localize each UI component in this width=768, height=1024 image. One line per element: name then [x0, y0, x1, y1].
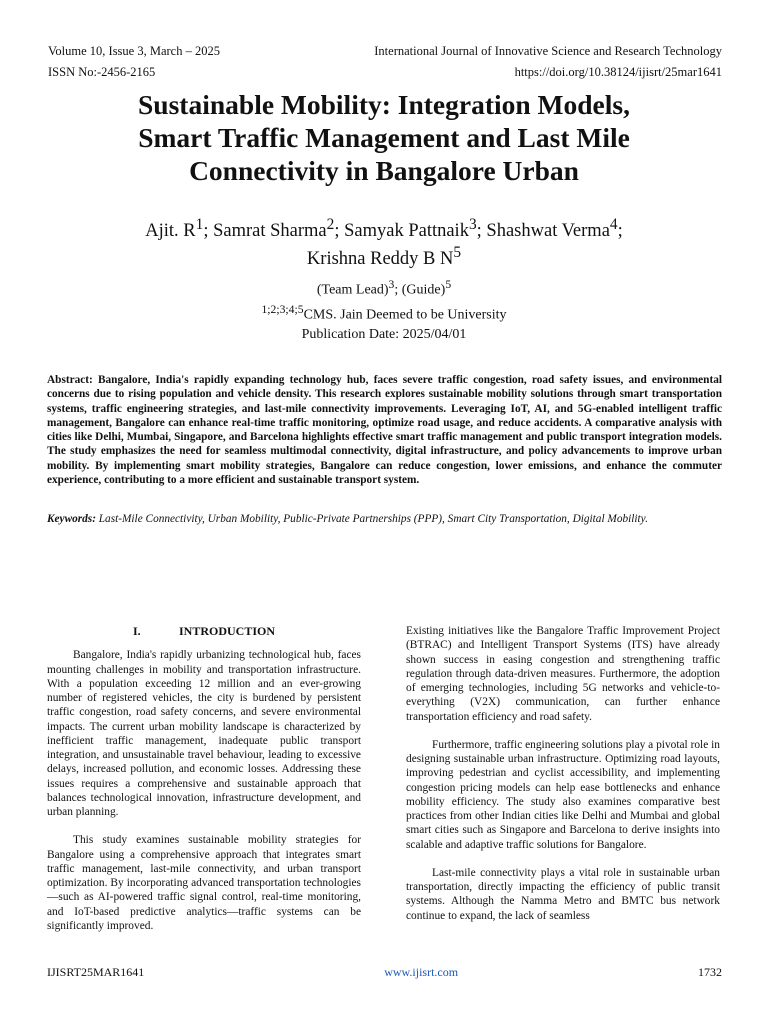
section-number: I. — [132, 624, 141, 638]
paper-title — [40, 88, 728, 187]
authors-line-1 — [40, 214, 728, 242]
author-5-sup: 5 — [453, 244, 462, 262]
title-line-3: Connectivity in Bangalore Urban — [189, 155, 579, 186]
section-heading-introduction — [47, 624, 361, 638]
role-guide: ; (Guide) — [394, 282, 446, 298]
left-column — [47, 624, 361, 947]
paragraph: Furthermore, traffic engineering solutions play a pivotal role in designing sustainable urban infrastructure. Optimizing road layouts, improving pedestrian and cyclist accessibility, and implementing congestion pricing models can help ease bottlenecks and enhance mobility efficiency. The study also examines comparative best practices from other Indian cities like Delhi and Mumbai and global smart cities such as Singapore and Barcelona to derive insights into scalable and adaptive traffic solutions for Bangalore. — [406, 738, 720, 851]
author-list — [40, 214, 728, 270]
author-3-sup: 3 — [468, 216, 477, 233]
paragraph: This study examines sustainable mobility strategies for Bangalore using a comprehensive approach that integrates smart traffic management, last-mile connectivity, and urban transport optimization. By incorporating advanced transportation technologies—such as AI-powered traffic signal control, real-time monitoring, and IoT-based predictive analytics—traffic systems can be significantly improved. — [47, 834, 361, 932]
author-roles — [40, 275, 728, 300]
paragraph: Last-mile connectivity plays a vital role in sustainable urban transportation, directly impacting the efficiency of public transit systems. Although the Namma Metro and BMTC bus network continue to expand, the lack of seamless — [406, 866, 720, 922]
author-2: ; Samrat Sharma — [203, 221, 327, 242]
publication-date: Publication Date: 2025/04/01 — [301, 327, 467, 342]
running-header-top — [48, 44, 722, 59]
institution-sup: 1;2;3;4;5 — [261, 302, 304, 316]
author-4-sup: 4 — [609, 216, 618, 233]
authors-line-2 — [40, 242, 728, 270]
author-3: ; Samyak Pattnaik — [334, 221, 469, 242]
paragraph: Existing initiatives like the Bangalore Traffic Improvement Project (BTRAC) and Intelligent Transport Systems (ITS) have already shown success in easing congestion and strengthening traffic regulation through data-driven measures. Furthermore, the adoption of emerging technologies, including 5G networks and vehicle-to-everything (V2X) communication, can further enhance transportation efficiency and road safety. — [406, 625, 720, 723]
role-team-lead: (Team Lead) — [316, 282, 389, 298]
paper-id: IJISRT25MAR1641 — [47, 965, 145, 979]
role-team-lead-sup: 3 — [388, 278, 395, 291]
running-header-bottom — [48, 65, 722, 80]
author-5: Krishna Reddy B N — [306, 249, 454, 270]
title-line-1: Sustainable Mobility: Integration Models, — [138, 89, 630, 120]
keywords-text: Last-Mile Connectivity, Urban Mobility, Public-Private Partnerships (PPP), Smart City Transportation, Digital Mobility. — [95, 513, 648, 525]
keywords — [47, 512, 722, 526]
issn: ISSN No:-2456-2165 — [48, 65, 156, 79]
author-4-end: ; — [617, 221, 623, 242]
title-line-2: Smart Traffic Management and Last Mile — [138, 122, 630, 153]
author-2-sup: 2 — [326, 216, 335, 233]
journal-name: International Journal of Innovative Science and Research Technology — [374, 44, 722, 58]
doi-link[interactable]: https://doi.org/10.38124/ijisrt/25mar1641 — [514, 65, 722, 79]
author-1: Ajit. R — [145, 221, 196, 242]
keywords-label: Keywords: — [47, 513, 96, 525]
abstract: Abstract: Bangalore, India's rapidly expanding technology hub, faces severe traffic congestion, road safety issues, and environmental concerns due to rising population and vehicle density. This research explores sustainable mobility solutions through smart transportation systems, traffic engineering strategies, and last-mile connectivity improvements. Leveraging IoT, AI, and 5G-enabled intelligent traffic management, Bangalore can enhance real-time traffic monitoring, optimize road usage, and reduce accidents. A comparative analysis with cities like Delhi, Mumbai, Singapore, and Barcelona highlights effective smart traffic management and public transport integration models. The study emphasizes the need for seamless multimodal connectivity, digital infrastructure, and policy advancements to improve urban mobility. By implementing smart mobility strategies, Bangalore can reduce congestion, lower emissions, and enhance the commuter experience, contributing to a more efficient and sustainable transport system. — [47, 374, 722, 487]
section-title: INTRODUCTION — [178, 624, 275, 638]
affiliation — [40, 275, 728, 324]
journal-website-link[interactable]: www.ijisrt.com — [384, 965, 459, 979]
institution — [40, 300, 728, 325]
volume-issue: Volume 10, Issue 3, March – 2025 — [48, 44, 220, 58]
paragraph: Bangalore, India's rapidly urbanizing technological hub, faces mounting challenges in mobility and transportation infrastructure. With a population exceeding 12 million and an ever-growing number of registered vehicles, the city is burdened by persistent traffic congestion, road safety concerns, and severe environmental impacts. The current urban mobility landscape is characterized by inefficient traffic management, inadequate public transport integration, and unsustainable travel behaviour, leading to excessive delays, increased pollution, and economic losses. Addressing these issues requires a comprehensive and sustainable approach that balances technological innovation, infrastructure development, and urban planning. — [47, 649, 361, 818]
author-4: ; Shashwat Verma — [476, 221, 610, 242]
page-footer — [47, 965, 722, 980]
role-guide-sup: 5 — [445, 278, 452, 291]
author-1-sup: 1 — [195, 216, 204, 233]
institution-name: CMS. Jain Deemed to be University — [303, 307, 507, 323]
page-number: 1732 — [698, 965, 722, 979]
right-column — [406, 624, 720, 937]
